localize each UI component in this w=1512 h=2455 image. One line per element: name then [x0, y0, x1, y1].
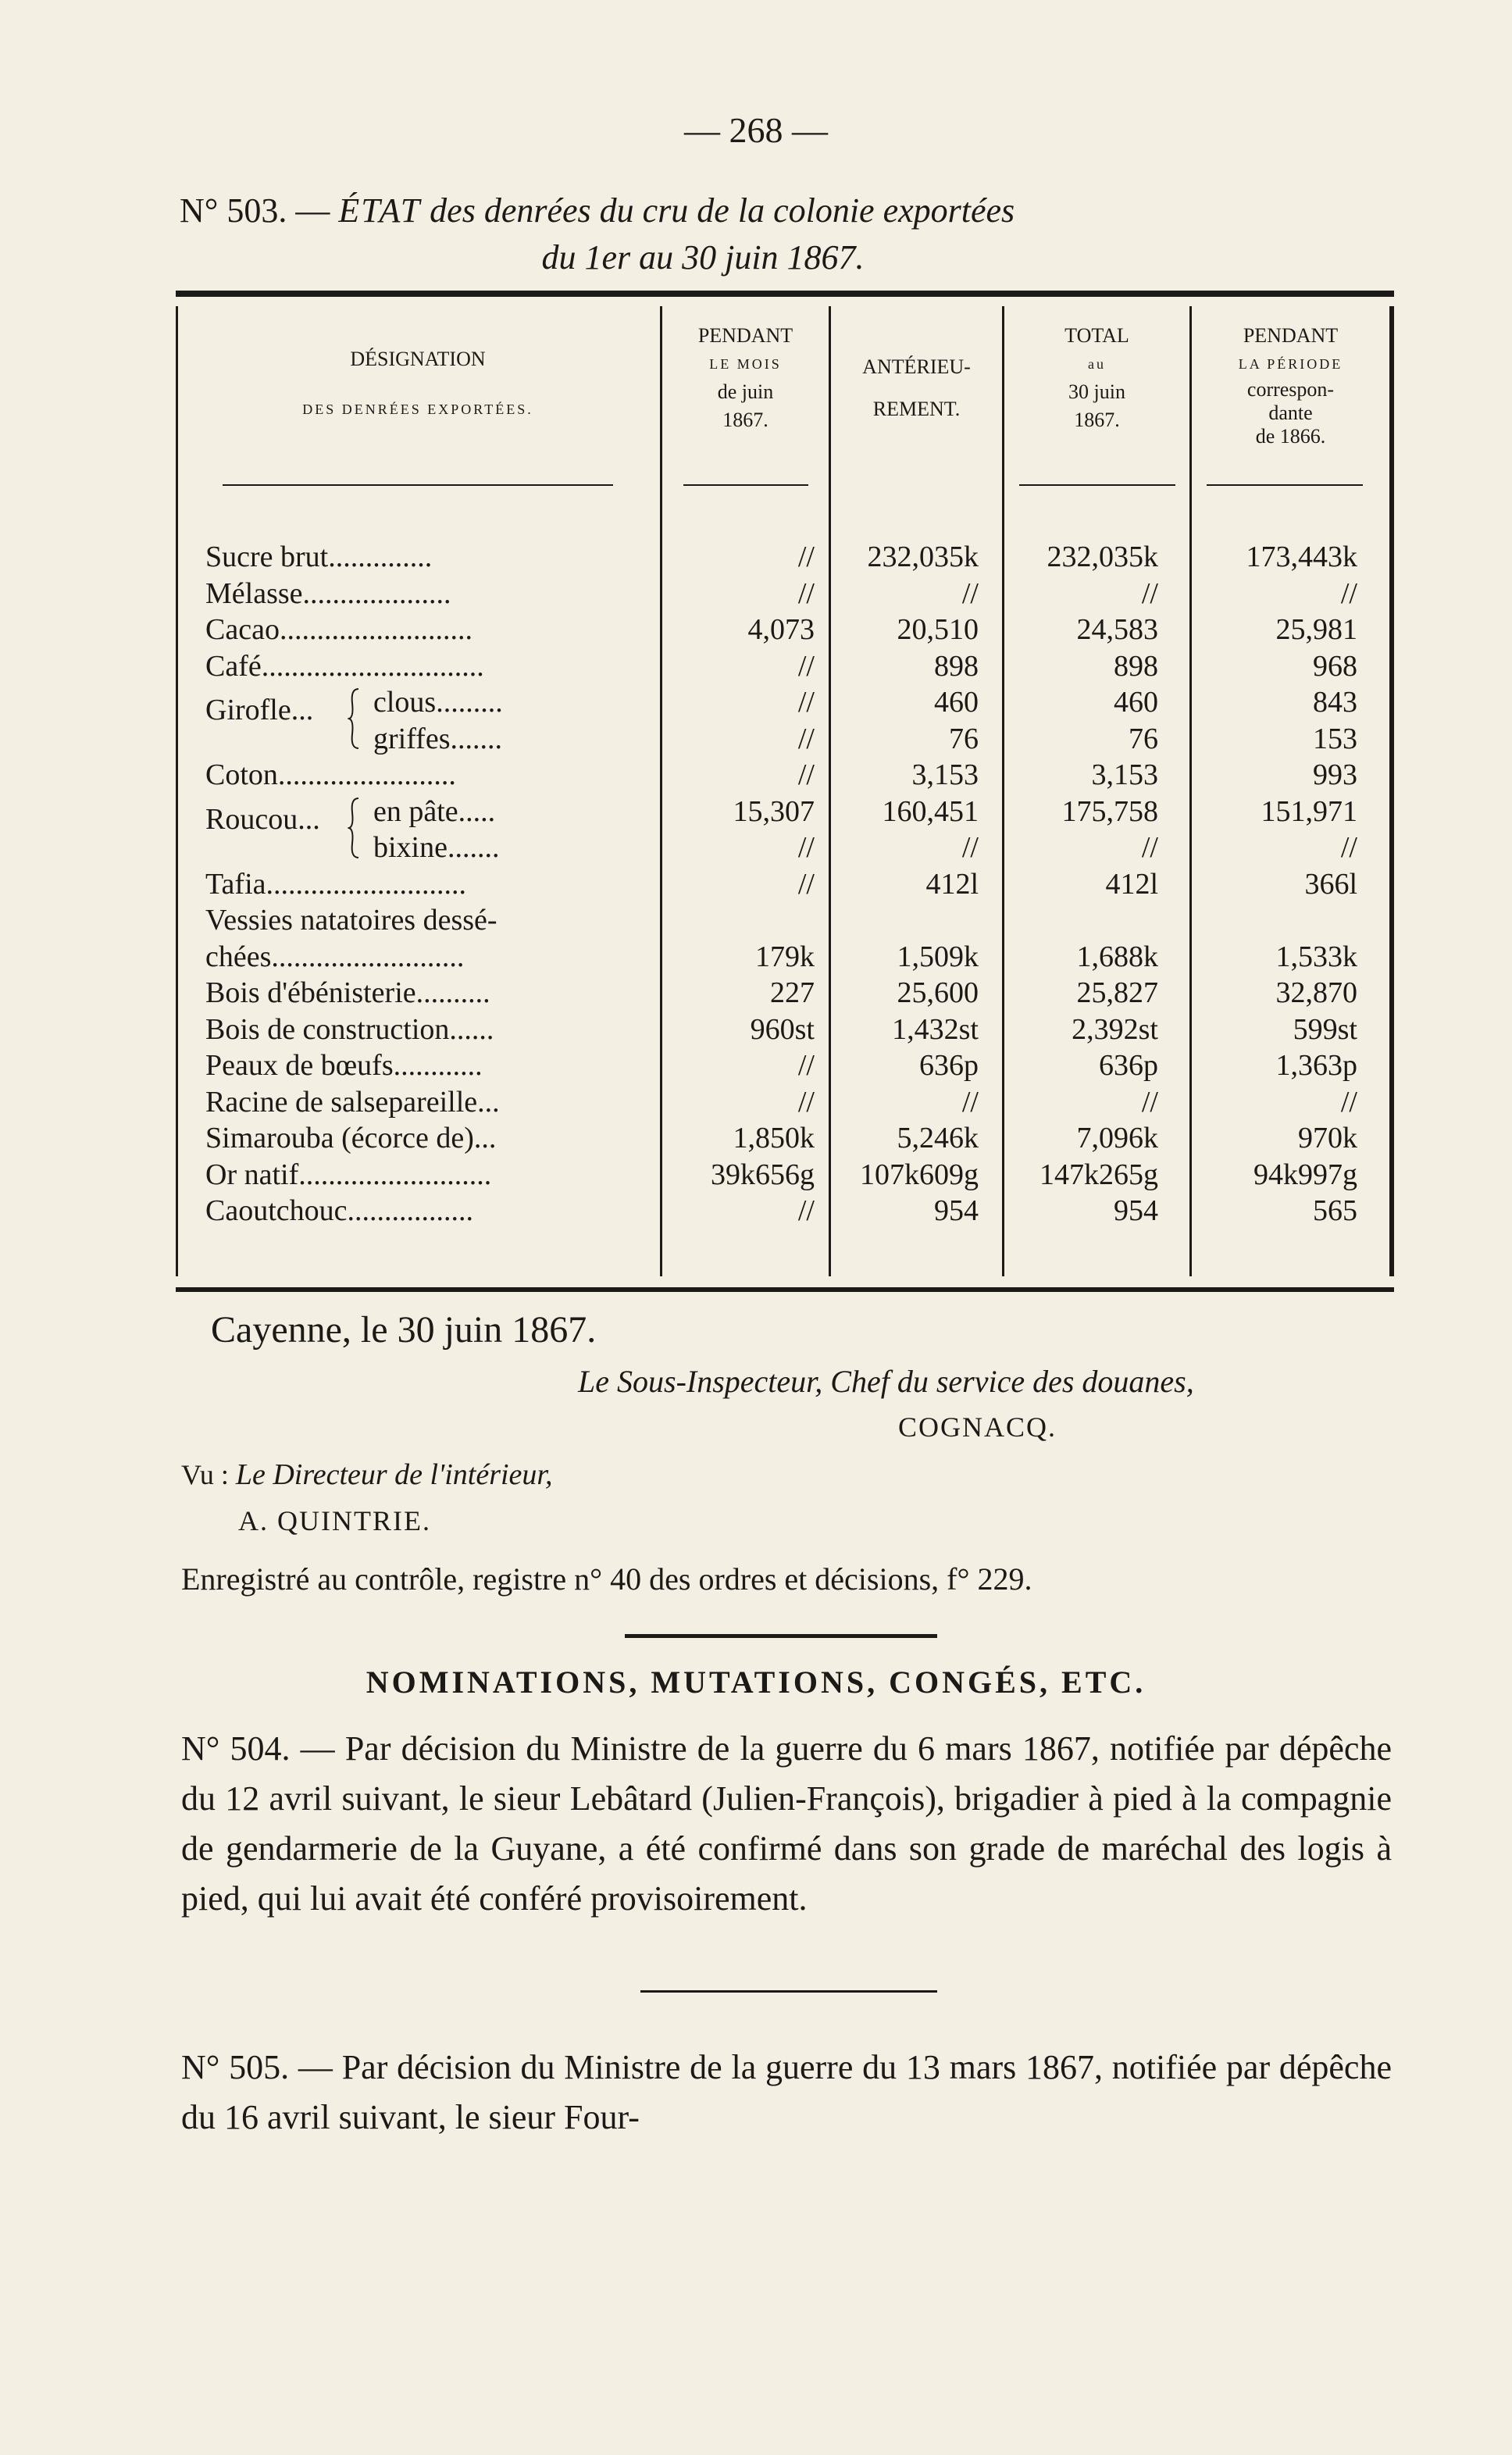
title-number: N° 503.	[180, 191, 287, 230]
title-period: du 1er au 30 juin 1867.	[541, 238, 865, 277]
place-date: Cayenne, le 30 juin 1867.	[211, 1309, 597, 1351]
row-value: 173,443k	[1246, 541, 1357, 573]
row-value: 5,246k	[897, 1122, 979, 1154]
row-value: //	[797, 649, 815, 683]
row-value: 2,392st	[1072, 1012, 1158, 1046]
header-line: REMENT.	[872, 398, 961, 420]
table-row	[205, 1193, 1369, 1229]
table-row	[205, 721, 1369, 758]
row-label: Simarouba (écorce de)...	[205, 1122, 497, 1154]
row-value: //	[797, 758, 815, 791]
header-line: LA PÉRIODE	[1238, 356, 1343, 372]
header-line: LE MOIS	[709, 356, 782, 372]
row-value: 412l	[1105, 867, 1158, 901]
header-line: 30 juin	[1068, 380, 1125, 403]
header-designation	[176, 345, 660, 423]
row-label: Bois de construction......	[205, 1012, 494, 1046]
header-line: TOTAL	[1064, 324, 1129, 347]
paragraph-divider	[640, 1990, 937, 1993]
header-line: PENDANT	[1243, 324, 1339, 347]
table-row	[205, 539, 1369, 576]
table-row	[205, 939, 1369, 976]
row-value: 160,451	[882, 794, 979, 828]
row-group-label: Roucou...	[205, 802, 320, 836]
table-border-right	[1389, 306, 1394, 1276]
row-value: 4,073	[747, 613, 815, 646]
table-row	[205, 1084, 1369, 1121]
approval-prefix: Vu :	[181, 1459, 229, 1490]
row-value: //	[797, 686, 815, 719]
row-value: 898	[1114, 649, 1158, 683]
page-number: — 268 —	[684, 110, 828, 150]
header-line: au	[1088, 356, 1106, 372]
row-value: 968	[1313, 649, 1357, 683]
row-value: 3,153	[1091, 758, 1158, 791]
row-label: Mélasse....................	[205, 576, 451, 610]
row-value: 636p	[919, 1049, 979, 1082]
row-value: 1,688k	[1076, 940, 1158, 973]
row-value: 960st	[750, 1012, 815, 1046]
row-label: Or natif..........................	[205, 1158, 492, 1191]
row-value: 1,533k	[1275, 940, 1357, 973]
header-designation-bottom: DES DENRÉES EXPORTÉES.	[302, 401, 533, 417]
row-value: //	[961, 576, 979, 610]
row-label: griffes.......	[373, 722, 502, 755]
row-value: 175,758	[1061, 794, 1158, 828]
row-value: 366l	[1304, 867, 1357, 901]
table-row	[205, 1120, 1369, 1157]
header-underline	[1019, 484, 1175, 486]
header-line: PENDANT	[697, 324, 793, 347]
row-label: Coton........................	[205, 758, 456, 791]
table-body	[205, 539, 1369, 1229]
row-label: chées..........................	[205, 940, 465, 973]
row-value: 599st	[1293, 1012, 1357, 1046]
row-value: 843	[1313, 686, 1357, 719]
title-description: des denrées du cru de la colonie exportées	[430, 191, 1015, 230]
header-period-1866	[1192, 322, 1389, 448]
row-value: 32,870	[1275, 976, 1357, 1009]
header-line: correspon-	[1246, 378, 1335, 401]
row-value: 24,583	[1076, 613, 1158, 646]
row-value: 153	[1313, 722, 1357, 755]
row-value: 1,432st	[892, 1012, 979, 1046]
row-value: //	[797, 1049, 815, 1082]
row-value: //	[797, 831, 815, 864]
row-label: Vessies natatoires dessé-	[205, 904, 497, 937]
row-value: 76	[949, 722, 979, 755]
decision-paragraph: N° 504. — Par décision du Ministre de la guerre du 6 mars 1867, notifiée par dépêche du 12 avril suivant, le sieur Lebâtard (Julien-François), brigadier à pied à la compagnie de gendarmerie de la Guyane, a été confirmé dans son grade de maréchal des logis à pied, qui lui avait été conféré provisoirement.	[181, 1729, 1392, 1918]
document-title	[180, 187, 1398, 281]
table-row	[205, 902, 1369, 939]
row-value: 565	[1313, 1194, 1357, 1227]
row-value: 232,035k	[867, 541, 979, 573]
header-month	[662, 322, 829, 434]
row-value: 970k	[1298, 1122, 1357, 1154]
row-value: 1,509k	[897, 940, 979, 973]
approval-line	[181, 1458, 553, 1492]
approval-role: Le Directeur de l'intérieur,	[235, 1458, 553, 1491]
row-value: //	[797, 1085, 815, 1119]
row-value: 954	[1114, 1194, 1158, 1227]
row-value: 993	[1313, 758, 1357, 791]
row-value: 25,600	[897, 976, 979, 1009]
header-underline	[683, 484, 808, 486]
row-value: 20,510	[897, 613, 979, 646]
row-label: Racine de salsepareille...	[205, 1085, 500, 1119]
header-designation-top: DÉSIGNATION	[350, 348, 486, 370]
table-border-left	[176, 306, 178, 1276]
header-underline	[223, 484, 613, 486]
row-label: Tafia...........................	[205, 867, 467, 901]
title-dash: —	[295, 191, 330, 230]
header-total	[1004, 322, 1189, 434]
table-row	[205, 866, 1369, 903]
signatory-name: COGNACQ.	[898, 1411, 1057, 1443]
row-value: 954	[934, 1194, 979, 1227]
row-value: //	[797, 722, 815, 755]
header-line: 1867.	[1074, 409, 1120, 431]
row-value: 1,850k	[733, 1122, 815, 1154]
header-underline	[1207, 484, 1363, 486]
row-label: clous.........	[373, 686, 503, 719]
section-divider	[625, 1634, 937, 1638]
header-line: ANTÉRIEU-	[862, 355, 971, 378]
header-line: de juin	[717, 380, 774, 403]
row-value: //	[1340, 576, 1357, 610]
exports-table	[176, 291, 1394, 1292]
row-value: 107k609g	[860, 1158, 979, 1191]
row-value: 25,827	[1076, 976, 1158, 1009]
row-value: 7,096k	[1076, 1122, 1158, 1154]
row-value: 1,363p	[1275, 1049, 1357, 1082]
table-row	[205, 576, 1369, 612]
table-row	[205, 1157, 1369, 1194]
row-value: //	[797, 576, 815, 610]
row-value: //	[797, 541, 815, 573]
table-row	[205, 1012, 1369, 1048]
approval-name: A. QUINTRIE.	[238, 1505, 431, 1536]
row-value: 227	[770, 976, 815, 1009]
header-previous	[831, 353, 1002, 423]
table-top-rule	[176, 291, 1394, 297]
registration-note: Enregistré au contrôle, registre n° 40 des ordres et décisions, f° 229.	[181, 1561, 1032, 1597]
header-line: de 1866.	[1255, 425, 1326, 448]
table-row	[205, 1047, 1369, 1084]
row-value: //	[1141, 576, 1158, 610]
section-heading: NOMINATIONS, MUTATIONS, CONGÉS, ETC.	[366, 1665, 1146, 1700]
row-label: Sucre brut..............	[205, 541, 433, 573]
table-row	[205, 975, 1369, 1012]
row-label: Café..............................	[205, 649, 484, 683]
row-label: Cacao..........................	[205, 613, 472, 646]
signatory-role: Le Sous-Inspecteur, Chef du service des douanes,	[578, 1364, 1194, 1399]
row-value: //	[1340, 831, 1357, 864]
header-line: dante	[1268, 401, 1313, 424]
table-bottom-rule	[176, 1287, 1394, 1292]
header-line: 1867.	[722, 409, 768, 431]
row-label: bixine.......	[373, 831, 500, 864]
row-label: Bois d'ébénisterie..........	[205, 976, 490, 1009]
row-value: 412l	[925, 867, 979, 901]
row-value: 39k656g	[711, 1158, 815, 1191]
row-value: 898	[934, 649, 979, 683]
row-value: 147k265g	[1040, 1158, 1158, 1191]
row-value: 460	[934, 686, 979, 719]
row-label: Caoutchouc.................	[205, 1194, 474, 1227]
row-value: //	[961, 1085, 979, 1119]
decision-paragraph: N° 505. — Par décision du Ministre de la guerre du 13 mars 1867, notifiée par dépêche du 16 avril suivant, le sieur Four-	[181, 2048, 1392, 2136]
row-value: 94k997g	[1253, 1158, 1357, 1191]
table-row	[205, 684, 1369, 726]
row-value: 179k	[755, 940, 815, 973]
row-value: 76	[1129, 722, 1158, 755]
row-value: 25,981	[1275, 613, 1357, 646]
row-label: Peaux de bœufs............	[205, 1049, 483, 1082]
row-value: 3,153	[911, 758, 979, 791]
row-group-label: Girofle...	[205, 694, 314, 726]
table-row	[205, 612, 1369, 648]
title-etat: ÉTAT	[338, 191, 422, 230]
row-value: //	[961, 831, 979, 864]
row-value: 636p	[1099, 1049, 1158, 1082]
row-value: 151,971	[1261, 794, 1357, 828]
row-value: 232,035k	[1047, 541, 1158, 573]
row-label: en pâte.....	[373, 794, 496, 828]
table-row	[205, 830, 1369, 866]
table-row	[205, 648, 1369, 685]
row-value: 15,307	[733, 794, 815, 828]
row-value: 460	[1114, 686, 1158, 719]
row-value: //	[797, 867, 815, 901]
table-row	[205, 757, 1369, 794]
row-value: //	[797, 1194, 815, 1227]
table-row	[205, 794, 1369, 836]
row-value: //	[1141, 1085, 1158, 1119]
row-value: //	[1141, 831, 1158, 864]
row-value: //	[1340, 1085, 1357, 1119]
